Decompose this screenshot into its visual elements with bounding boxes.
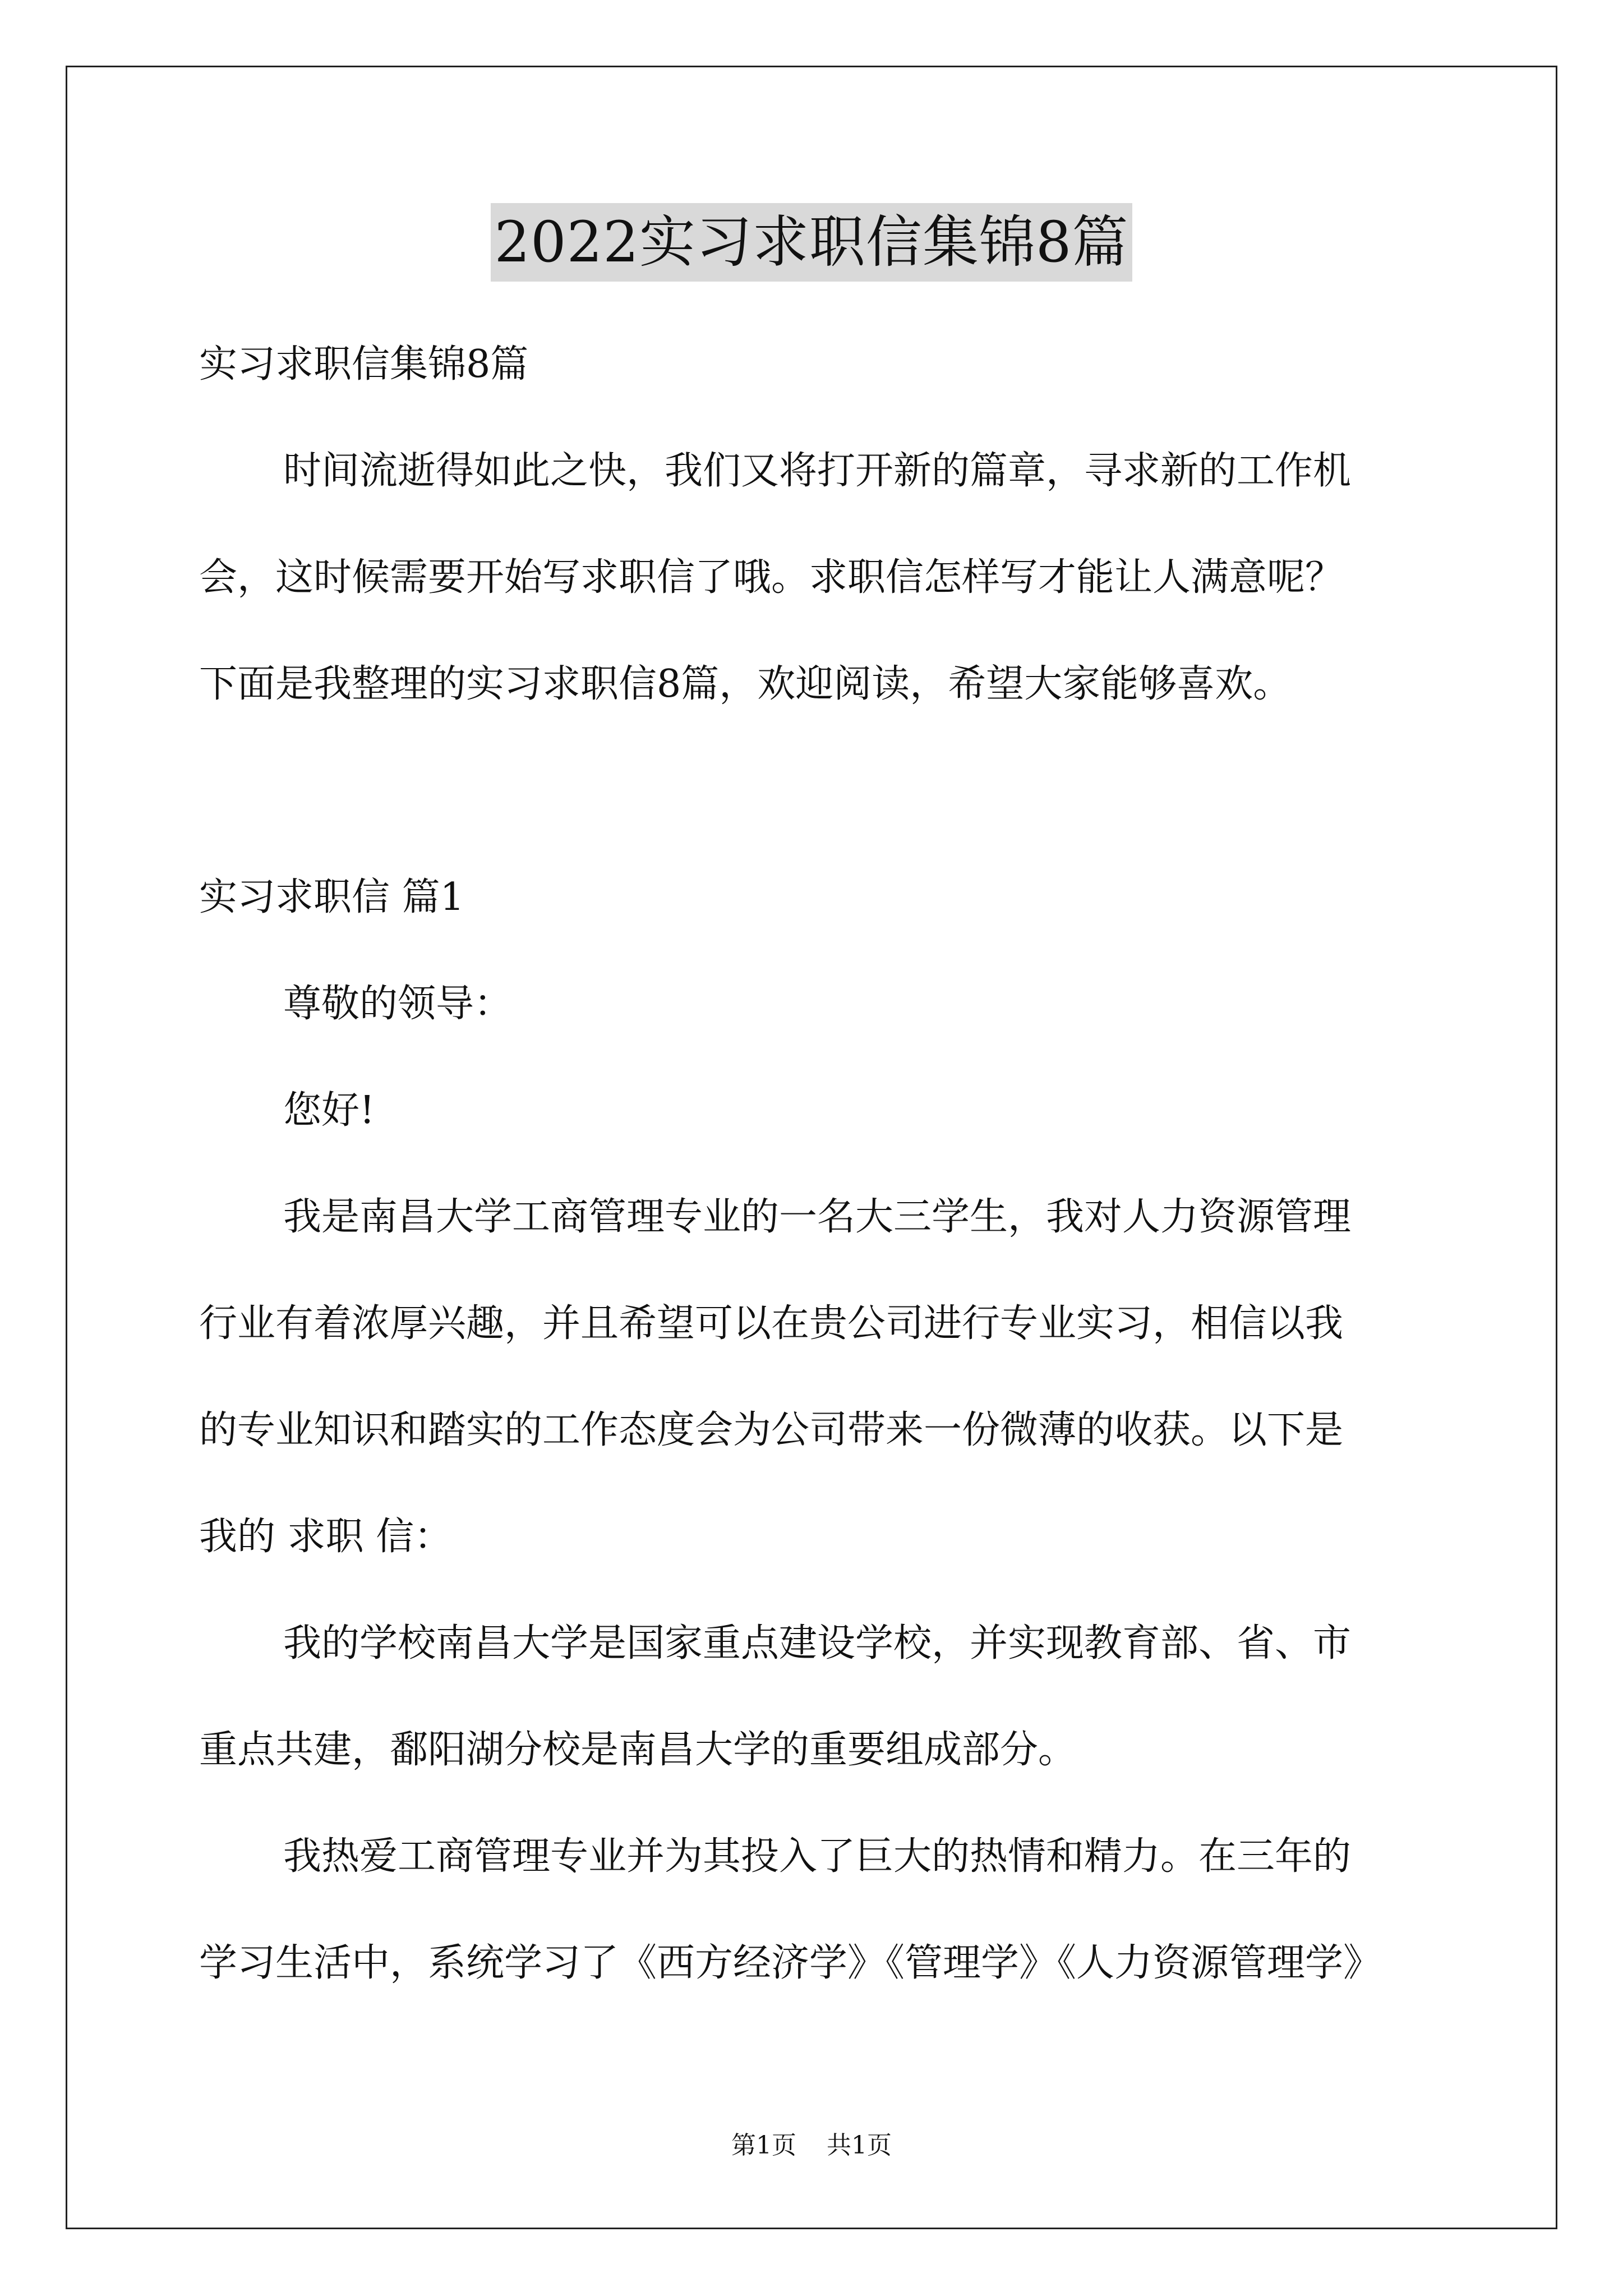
- document-body: [199, 311, 1447, 2017]
- text-line: 的专业知识和踏实的工作态度会为公司带来一份微薄的收获。以下是: [199, 1408, 1344, 1452]
- page-total: 共1页: [827, 2131, 892, 2160]
- title-container: [66, 203, 1557, 282]
- text-line: 会，这时候需要开始写求职信了哦。求职信怎样写才能让人满意呢？: [199, 555, 1344, 600]
- text-line: 下面是我整理的实习求职信8篇，欢迎阅读，希望大家能够喜欢。: [199, 662, 1292, 706]
- document-title: 2022实习求职信集锦8篇: [491, 203, 1132, 282]
- paragraph-gap: [199, 738, 1447, 844]
- text-line: 重点共建，鄱阳湖分校是南昌大学的重要组成部分。: [199, 1728, 1077, 1772]
- text-line: 行业有着浓厚兴趣，并且希望可以在贵公司进行专业实习，相信以我: [199, 1301, 1344, 1346]
- text-line: 我的学校南昌大学是国家重点建设学校，并实现教育部、省、市: [283, 1621, 1352, 1665]
- text-line: 我的 求职 信：: [199, 1515, 453, 1559]
- page-footer: [66, 2129, 1557, 2162]
- page-number: 第1页: [731, 2131, 796, 2160]
- text-line: 实习求职信集锦8篇: [199, 342, 529, 386]
- text-line: 我是南昌大学工商管理专业的一名大三学生，我对人力资源管理: [283, 1195, 1352, 1239]
- text-line: 实习求职信 篇1: [199, 875, 464, 919]
- text-line: 时间流逝得如此之快，我们又将打开新的篇章，寻求新的工作机: [283, 449, 1352, 493]
- text-line: 尊敬的领导：: [283, 982, 513, 1026]
- text-line: 我热爱工商管理专业并为其投入了巨大的热情和精力。在三年的: [283, 1834, 1352, 1879]
- text-line: 学习生活中，系统学习了《西方经济学》《管理学》《人力资源管理学》: [199, 1941, 1382, 1985]
- text-line: 您好!: [283, 1088, 375, 1133]
